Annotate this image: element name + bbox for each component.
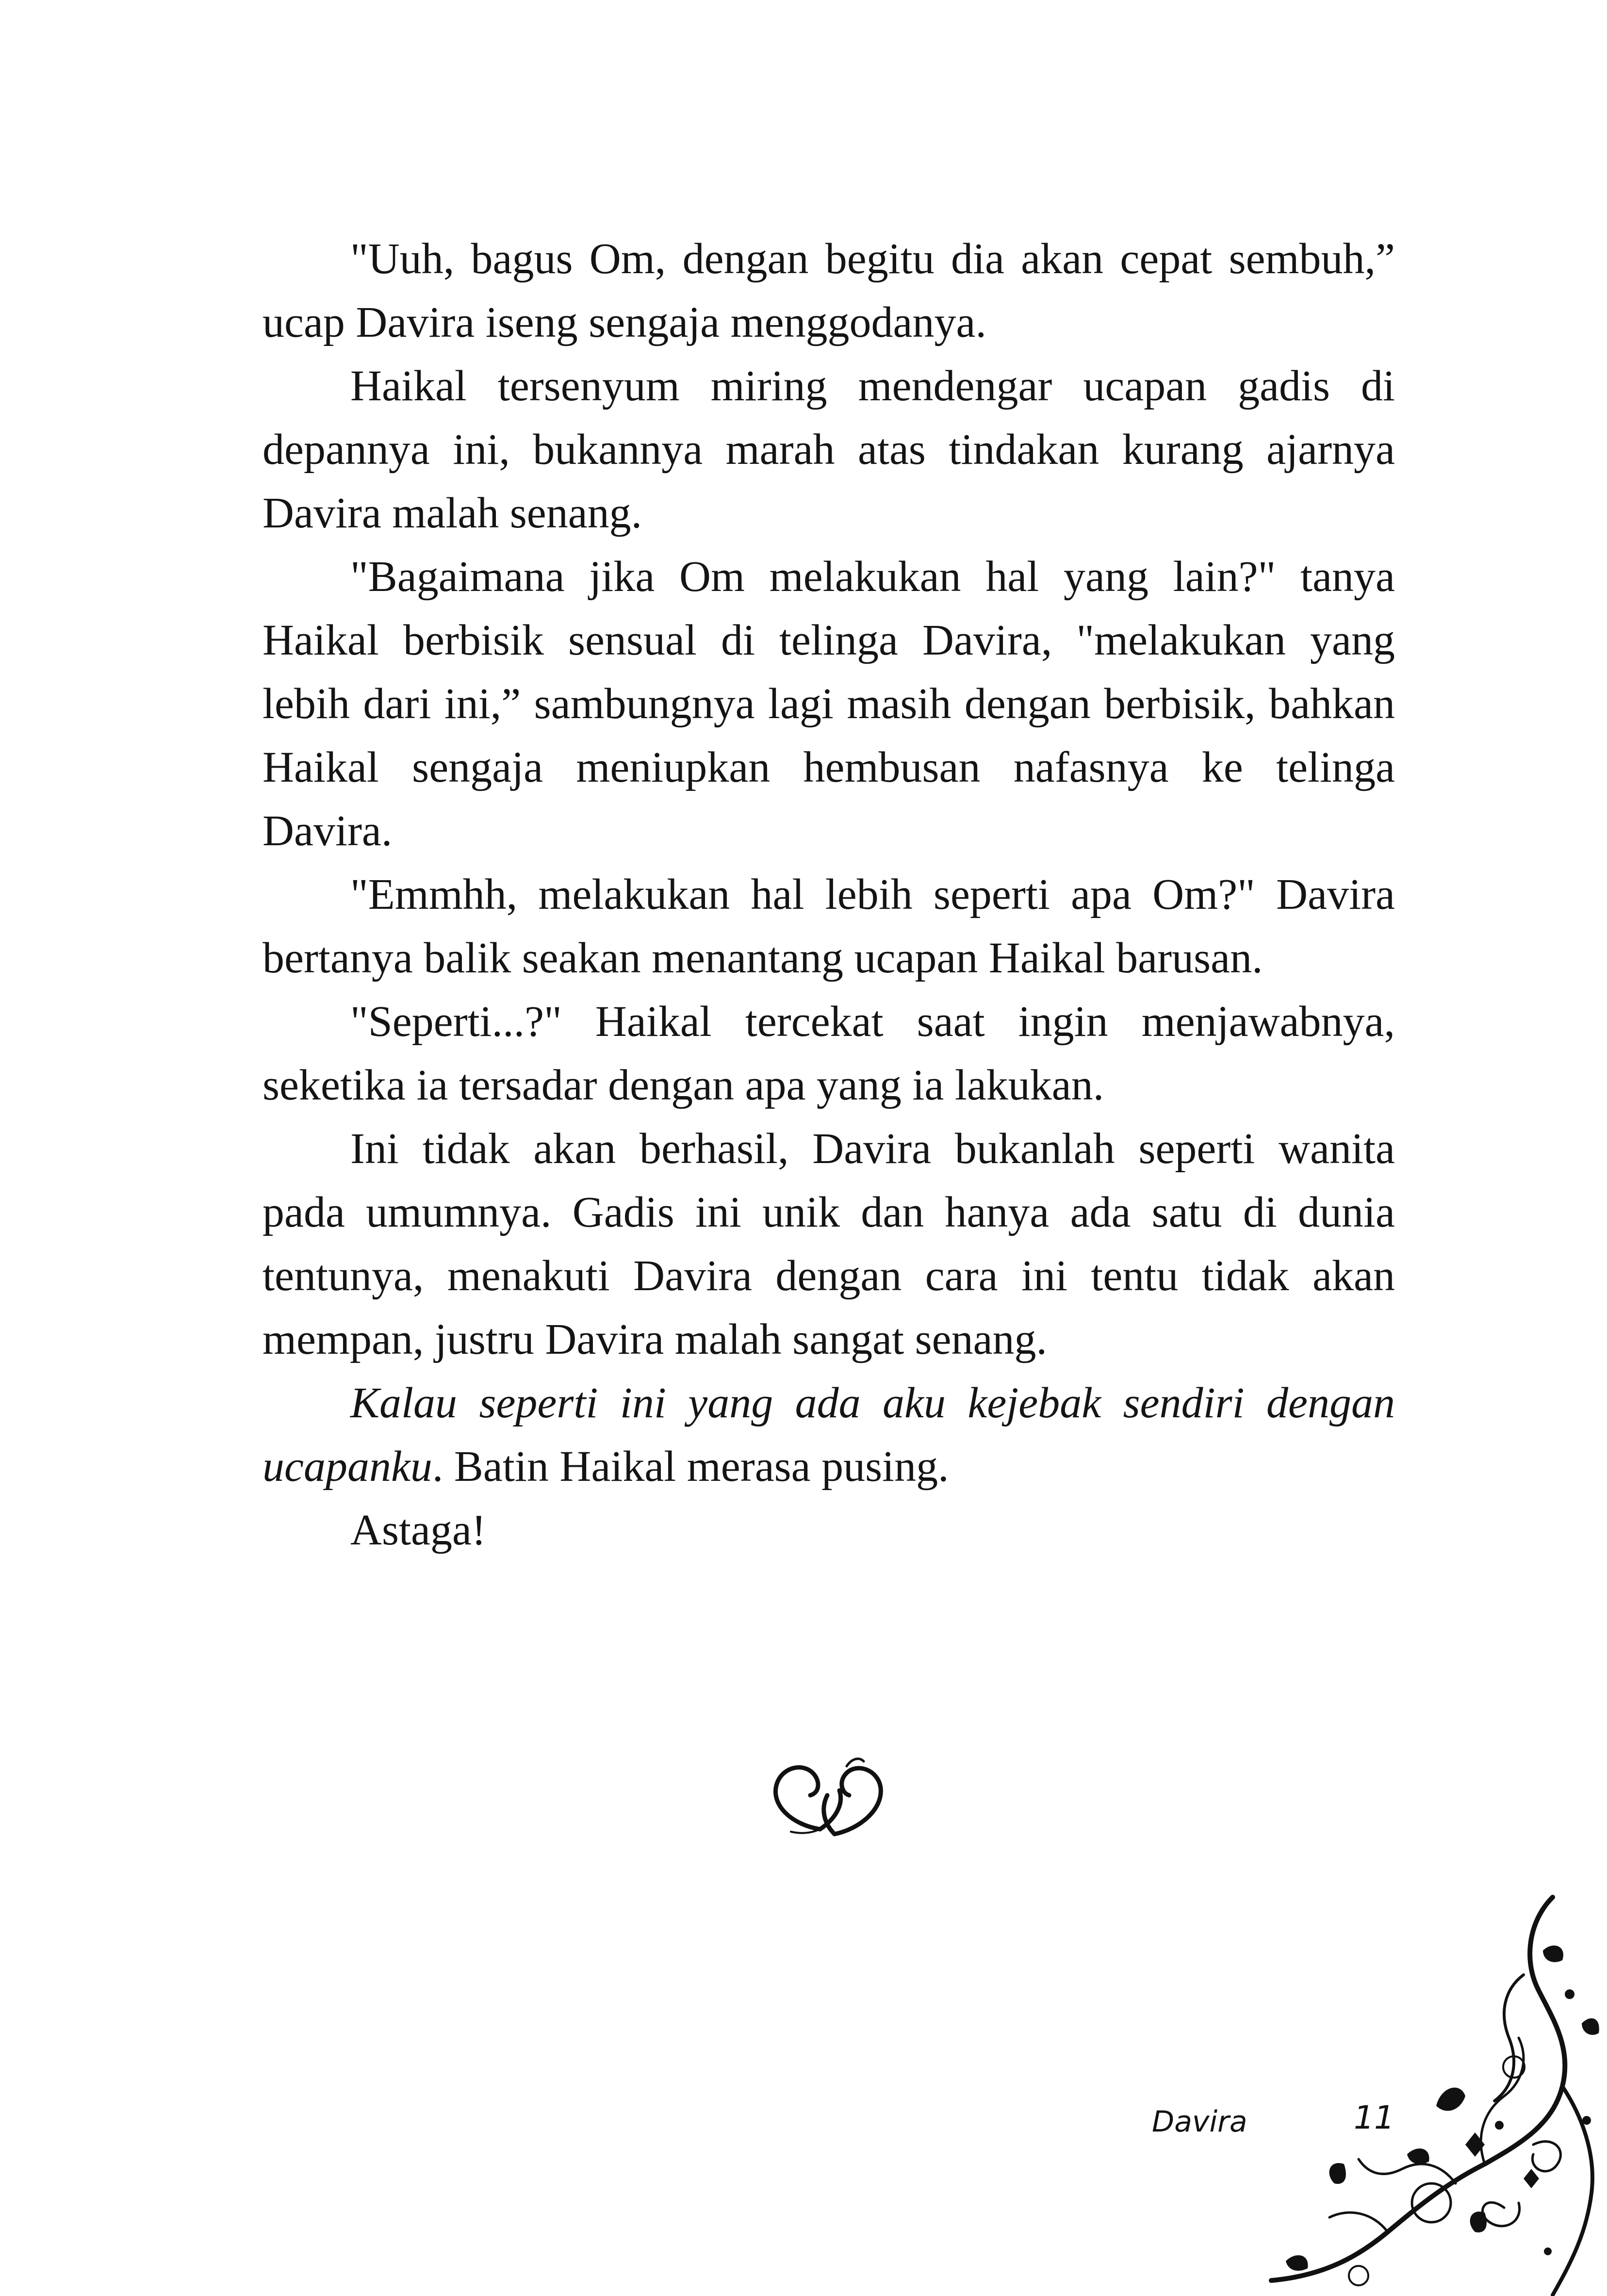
paragraph-7-rest: . Batin Haikal merasa pusing. <box>432 1443 949 1491</box>
floral-vine-corner-icon <box>1213 1892 1607 2296</box>
paragraph-1: "Uuh, bagus Om, dengan begitu dia akan cepat sembuh,” ucap Davira iseng sengaja menggodanya. <box>262 235 1395 346</box>
double-heart-flourish-icon <box>762 1747 898 1844</box>
paragraph-3: "Bagaimana jika Om melakukan hal yang lain?" tanya Haikal berbisik sensual di telinga Davira, "melakukan yang lebih dari ini,” sambungnya lagi masih dengan berbisik, bahkan Haikal sengaja meniupkan hembusan nafasnya ke telinga Davira. <box>262 553 1395 855</box>
paragraph-6: Ini tidak akan berhasil, Davira bukanlah seperti wanita pada umumnya. Gadis ini unik dan hanya ada satu di dunia tentunya, menakuti Davira dengan cara ini tentu tidak akan mempan, justru Davira malah sangat senang. <box>262 1125 1395 1363</box>
paragraph-4: "Emmhh, melakukan hal lebih seperti apa Om?" Davira bertanya balik seakan menantang ucapan Haikal barusan. <box>262 870 1395 982</box>
page-number: 11 <box>1354 2099 1394 2136</box>
paragraph-8: Astaga! <box>350 1506 486 1554</box>
inner-thought-italic: Kalau seperti ini yang ada aku kejebak sendiri dengan ucapanku <box>262 1379 1395 1491</box>
paragraph-7 <box>262 1371 1395 1498</box>
running-footer-title: Davira <box>1152 2105 1247 2139</box>
paragraph-5: "Seperti...?" Haikal tercekat saat ingin menjawabnya, seketika ia tersadar dengan apa yang ia lakukan. <box>262 998 1395 1109</box>
body-text <box>262 227 1395 1562</box>
paragraph-2: Haikal tersenyum miring mendengar ucapan gadis di depannya ini, bukannya marah atas tindakan kurang ajarnya Davira malah senang. <box>262 362 1395 537</box>
